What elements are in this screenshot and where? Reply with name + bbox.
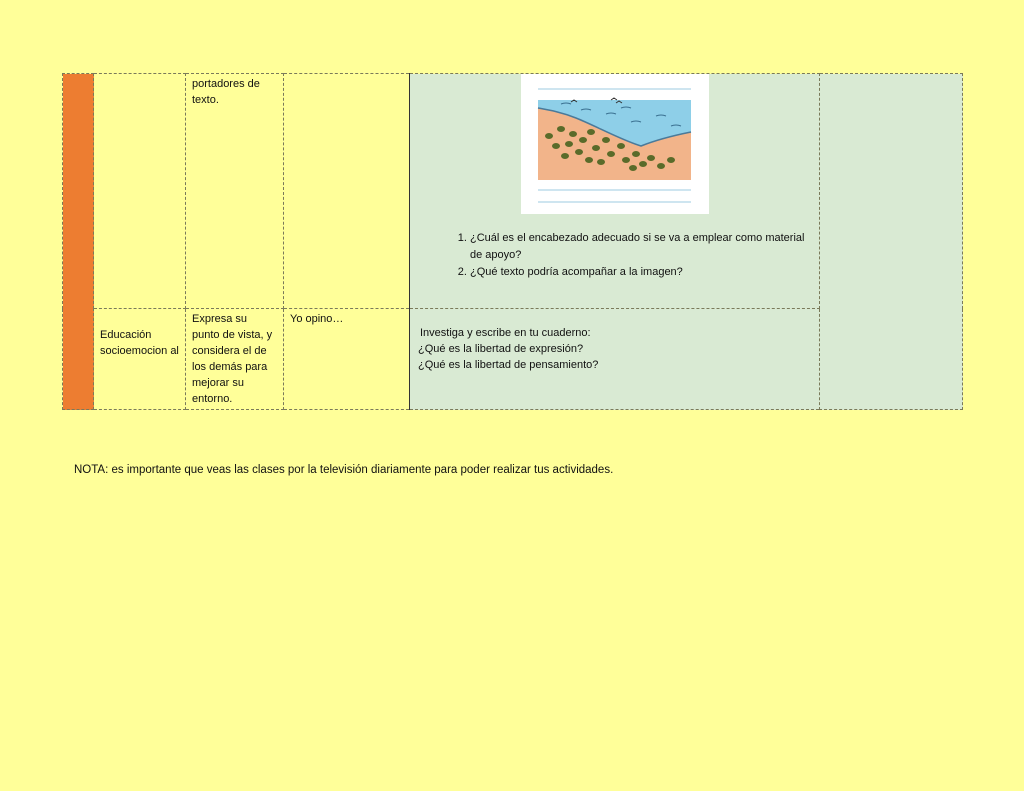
- learning-cell: [186, 309, 284, 410]
- beach-turtles-illustration: [521, 74, 709, 214]
- list-item: [470, 264, 813, 281]
- activity-question: ¿Qué es la libertad de pensamiento?: [418, 359, 599, 371]
- lesson-plan-table: [62, 73, 963, 410]
- nota-text: NOTA: es importante que veas las clases por la televisión diariamente para poder realizar tus actividades.: [74, 464, 614, 476]
- learning-text: Expresa su punto de vista, y considera el de los demás para mejorar su entorno.: [192, 313, 273, 405]
- list-item: [470, 230, 813, 264]
- activity-cell: [410, 309, 820, 410]
- subject-cell: [94, 309, 186, 410]
- activity-cell: [410, 74, 820, 309]
- subject-cell-empty: [94, 74, 186, 309]
- question-text: ¿Qué texto podría acompañar a la imagen?: [470, 266, 683, 278]
- topic-cell: [284, 309, 410, 410]
- activity-intro: Investiga y escribe en tu cuaderno:: [420, 327, 591, 339]
- activity-block: [416, 311, 813, 373]
- subject-text: Educación socioemocion al: [100, 329, 179, 357]
- learning-text: portadores de texto.: [192, 78, 260, 106]
- topic-text: Yo opino…: [290, 313, 344, 325]
- topic-cell-empty: [284, 74, 410, 309]
- learning-cell: [186, 74, 284, 309]
- question-text: ¿Cuál es el encabezado adecuado si se va a emplear como material de apoyo?: [470, 232, 805, 261]
- activity-question: ¿Qué es la libertad de expresión?: [418, 343, 584, 355]
- notes-cell: [820, 74, 963, 410]
- orange-color-column: [63, 74, 94, 410]
- question-list: [416, 230, 813, 281]
- table-row: [63, 74, 963, 309]
